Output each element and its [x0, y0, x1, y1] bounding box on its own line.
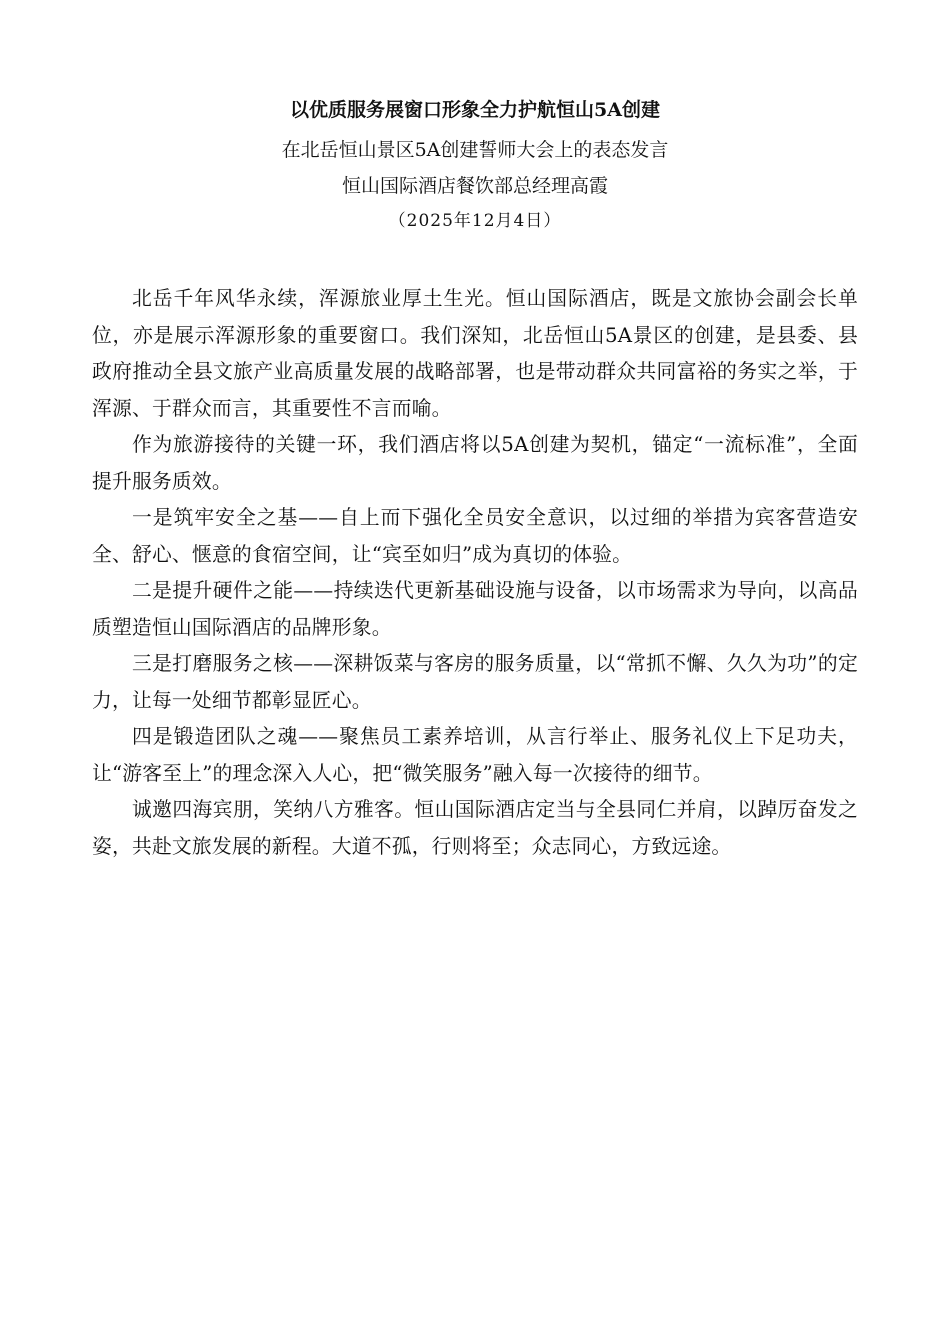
- date-line: （2025年12月4日）: [388, 211, 562, 231]
- document-subtitle: 在北岳恒山景区5A创建誓师大会上的表态发言: [281, 139, 669, 161]
- paragraph-hardware: 二是提升硬件之能——持续迭代更新基础设施与设备，以市场需求为导向，以高品质塑造恒山国际酒店的品牌形象。: [92, 579, 858, 639]
- paragraph-closing: 诚邀四海宾朋，笑纳八方雅客。恒山国际酒店定当与全县同仁并肩，以踔厉奋发之姿，共赴文旅发展的新程。大道不孤，行则将至；众志同心，方致远途。: [92, 798, 858, 858]
- document-title: 以优质服务展窗口形象全力护航恒山5A创建: [290, 99, 660, 121]
- speaker-line: 恒山国际酒店餐饮部总经理高霞: [341, 175, 608, 197]
- paragraph-safety: 一是筑牢安全之基——自上而下强化全员安全意识，以过细的举措为宾客营造安全、舒心、惬意的食宿空间，让“宾至如归”成为真切的体验。: [92, 506, 858, 566]
- paragraph-service: 三是打磨服务之核——深耕饭菜与客房的服务质量，以“常抓不懈、久久为功”的定力，让每一处细节都彰显匠心。: [92, 652, 858, 712]
- paragraph-team: 四是锻造团队之魂——聚焦员工素养培训，从言行举止、服务礼仪上下足功夫，让“游客至上”的理念深入人心，把“微笑服务”融入每一次接待的细节。: [92, 725, 858, 785]
- speech-body: [92, 281, 858, 865]
- paragraph-commitment: 作为旅游接待的关键一环，我们酒店将以5A创建为契机，锚定“一流标准”，全面提升服务质效。: [92, 433, 858, 493]
- paragraph-intro: 北岳千年风华永续，浑源旅业厚土生光。恒山国际酒店，既是文旅协会副会长单位，亦是展示浑源形象的重要窗口。我们深知，北岳恒山5A景区的创建，是县委、县政府推动全县文旅产业高质量发展的战略部署，也是带动群众共同富裕的务实之举，于浑源、于群众而言，其重要性不言而喻。: [92, 287, 858, 420]
